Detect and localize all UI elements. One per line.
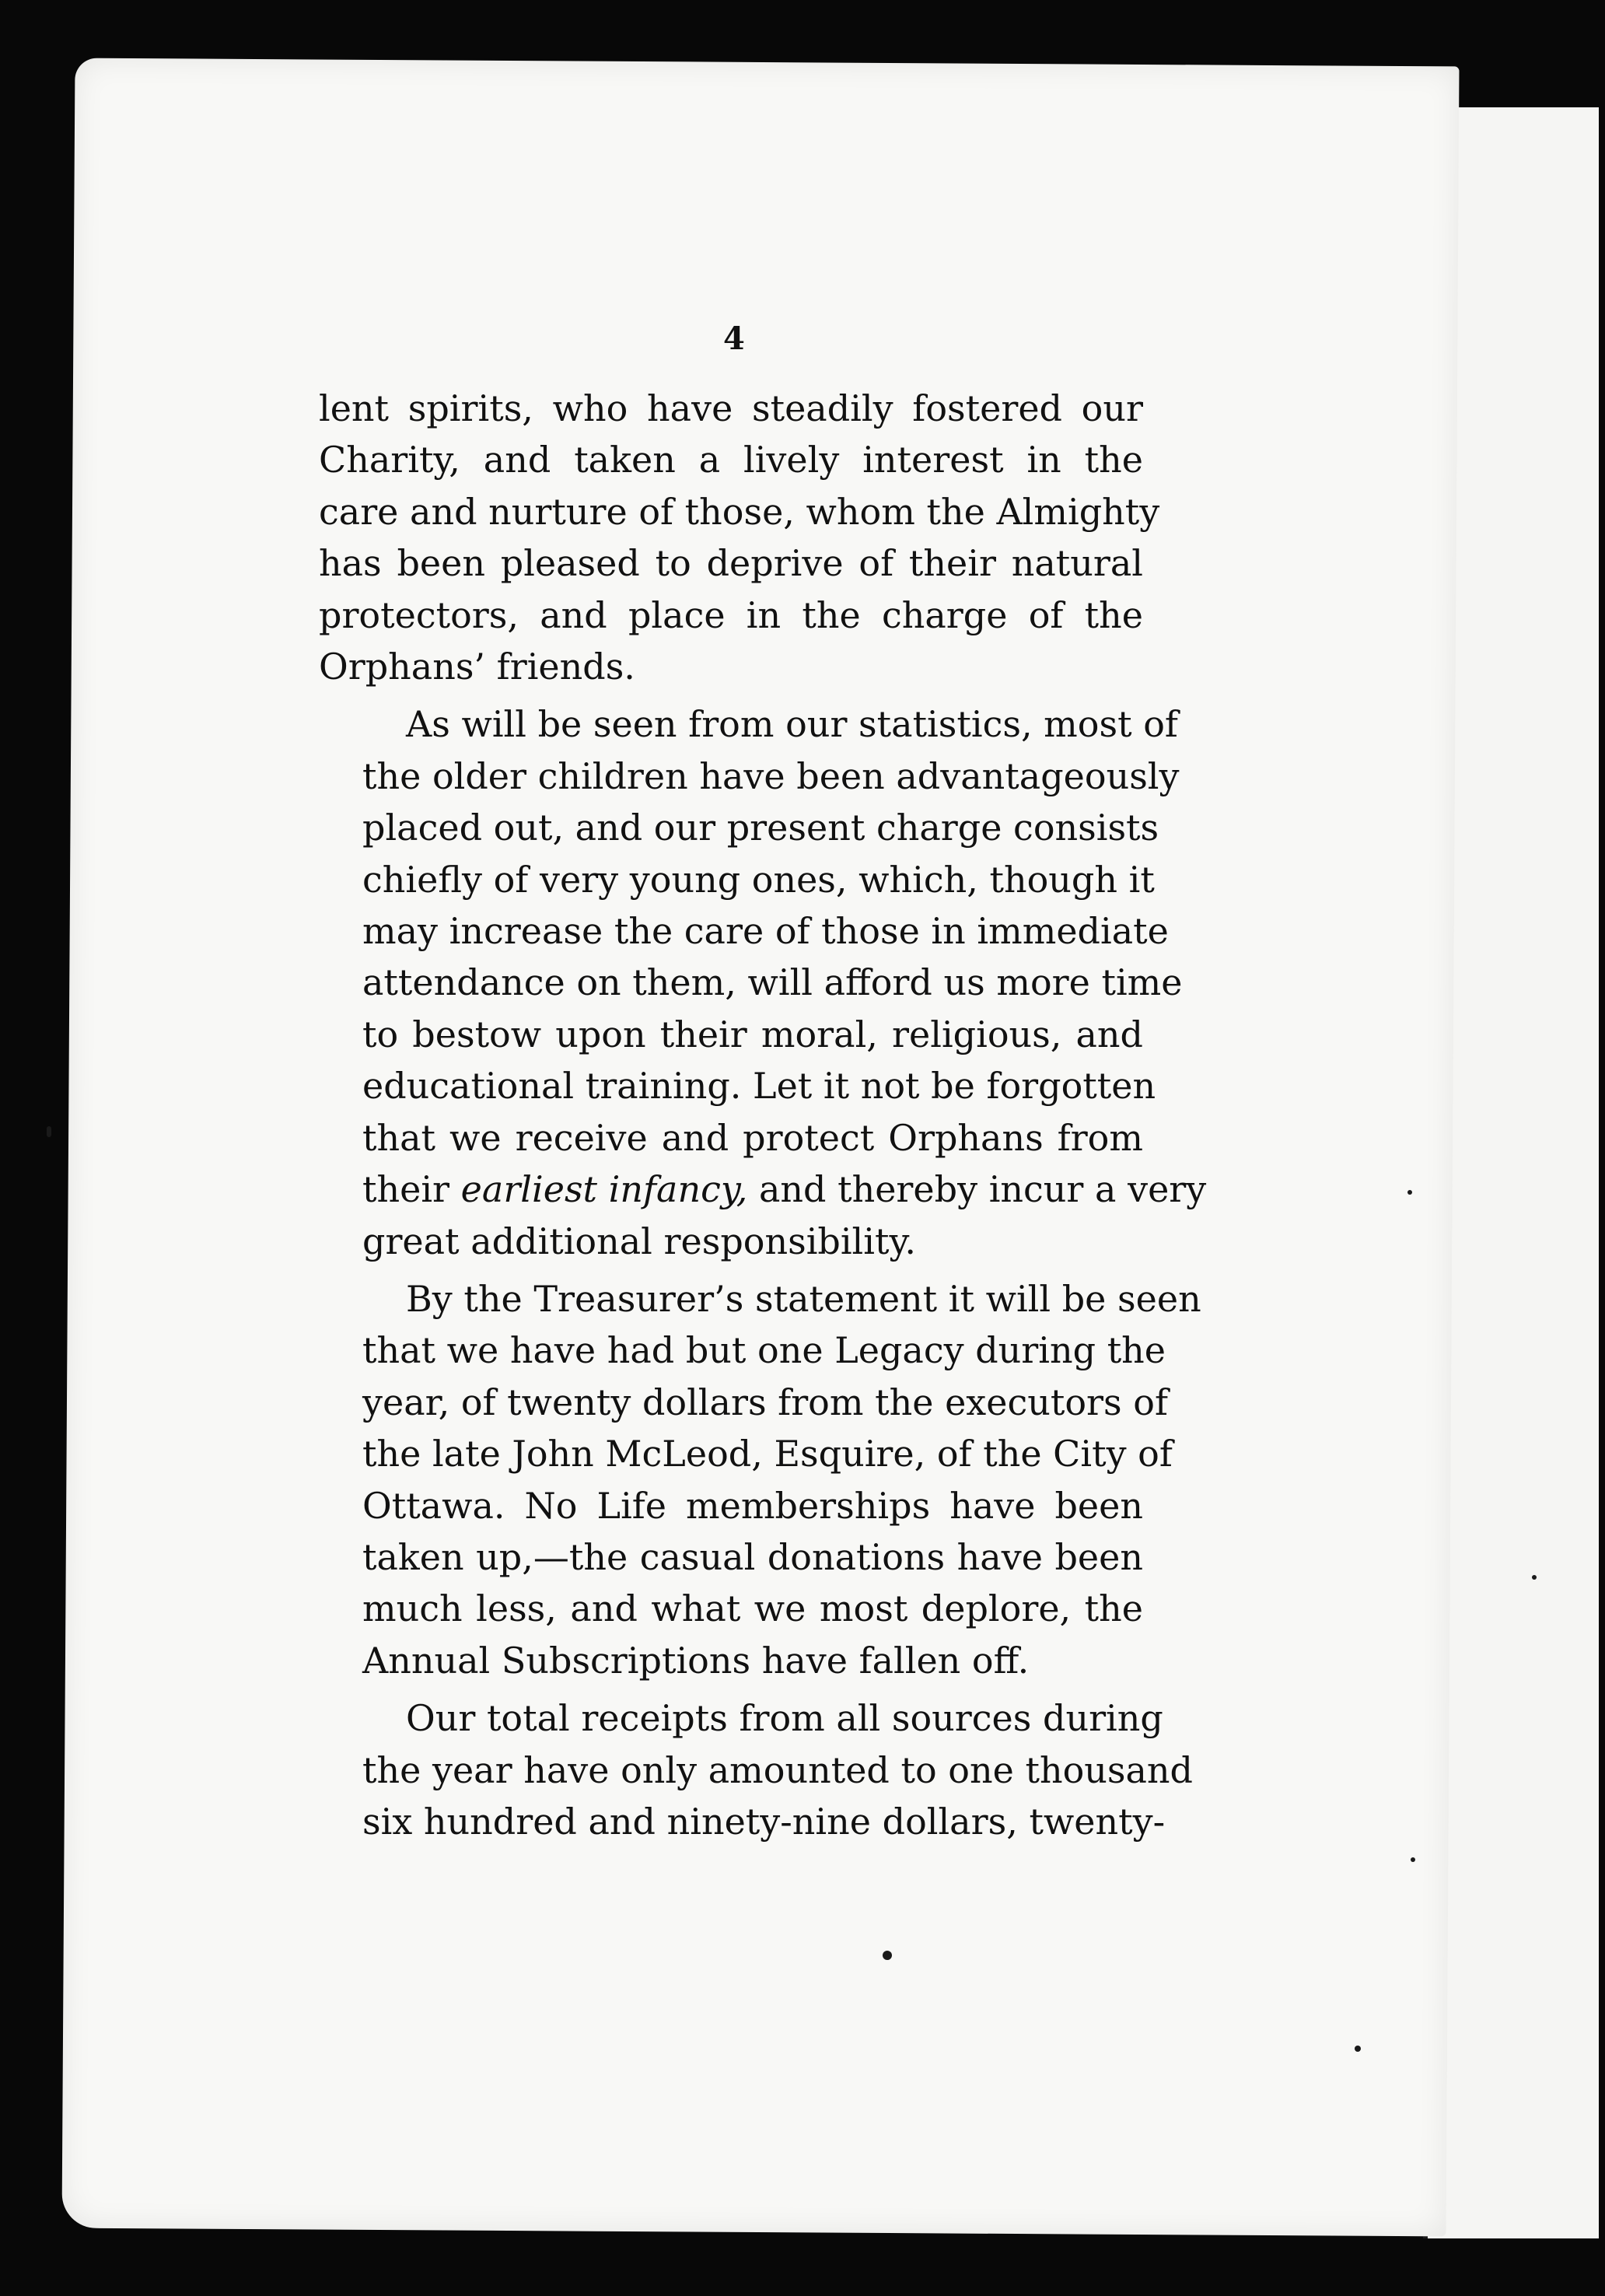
paragraph-1 bbox=[319, 383, 1160, 692]
text-line: Charity, and taken a lively interest in the bbox=[319, 439, 1143, 481]
text-line: taken up,—the casual donations have been bbox=[362, 1535, 1143, 1578]
text-line: As will be seen from our statistics, most of bbox=[406, 703, 1178, 746]
dust-speck bbox=[1411, 1857, 1415, 1862]
text-line: By the Treasurer’s statement it will be seen bbox=[406, 1277, 1201, 1320]
paragraph-4 bbox=[319, 1692, 1193, 1847]
text-line: placed out, and our present charge consists bbox=[362, 807, 1159, 849]
text-line: chiefly of very young ones, which, though it bbox=[362, 858, 1155, 901]
text-line: the late John McLeod, Esquire, of the City of bbox=[362, 1433, 1173, 1475]
text-line: educational training. Let it not be forgotten bbox=[362, 1065, 1156, 1108]
text-line: Annual Subscriptions have fallen off. bbox=[362, 1639, 1030, 1682]
text-line: much less, and what we most deplore, the bbox=[362, 1587, 1143, 1630]
text-line: great additional responsibility. bbox=[362, 1220, 916, 1262]
text-line: year, of twenty dollars from the executors of bbox=[362, 1381, 1168, 1423]
text-line: the older children have been advantageously bbox=[362, 754, 1180, 797]
text-line-italic bbox=[319, 1164, 1207, 1215]
text-line: the year have only amounted to one thousand bbox=[362, 1748, 1193, 1791]
text-segment: and thereby incur a very bbox=[747, 1168, 1207, 1211]
text-line: to bestow upon their moral, religious, and bbox=[362, 1013, 1143, 1055]
text-line: that we receive and protect Orphans from bbox=[362, 1116, 1143, 1159]
dust-speck bbox=[1532, 1575, 1537, 1580]
body-text bbox=[319, 383, 1207, 1853]
dust-speck bbox=[47, 1126, 51, 1137]
page-number: 4 bbox=[723, 320, 745, 357]
text-segment: their bbox=[362, 1168, 461, 1211]
italic-text: earliest infancy, bbox=[460, 1168, 748, 1211]
text-line: Our total receipts from all sources during bbox=[406, 1697, 1163, 1740]
text-line: Ottawa. No Life memberships have been bbox=[362, 1484, 1143, 1527]
paragraph-3 bbox=[319, 1273, 1201, 1686]
text-line: that we have had but one Legacy during the bbox=[362, 1329, 1166, 1372]
text-line: protectors, and place in the charge of the bbox=[319, 593, 1143, 636]
paragraph-2 bbox=[319, 698, 1207, 1266]
dust-speck bbox=[1407, 1190, 1412, 1195]
text-line: six hundred and ninety-nine dollars, twenty- bbox=[362, 1800, 1166, 1843]
dust-speck bbox=[883, 1951, 892, 1960]
text-line: care and nurture of those, whom the Almighty bbox=[319, 490, 1160, 533]
text-line: may increase the care of those in immediate bbox=[362, 910, 1169, 953]
text-line: has been pleased to deprive of their natural bbox=[319, 542, 1143, 585]
dust-speck bbox=[1355, 2046, 1361, 2052]
text-line: attendance on them, will afford us more time bbox=[362, 961, 1183, 1004]
text-line: Orphans’ friends. bbox=[319, 646, 635, 688]
text-line: lent spirits, who have steadily fostered our bbox=[319, 387, 1143, 429]
